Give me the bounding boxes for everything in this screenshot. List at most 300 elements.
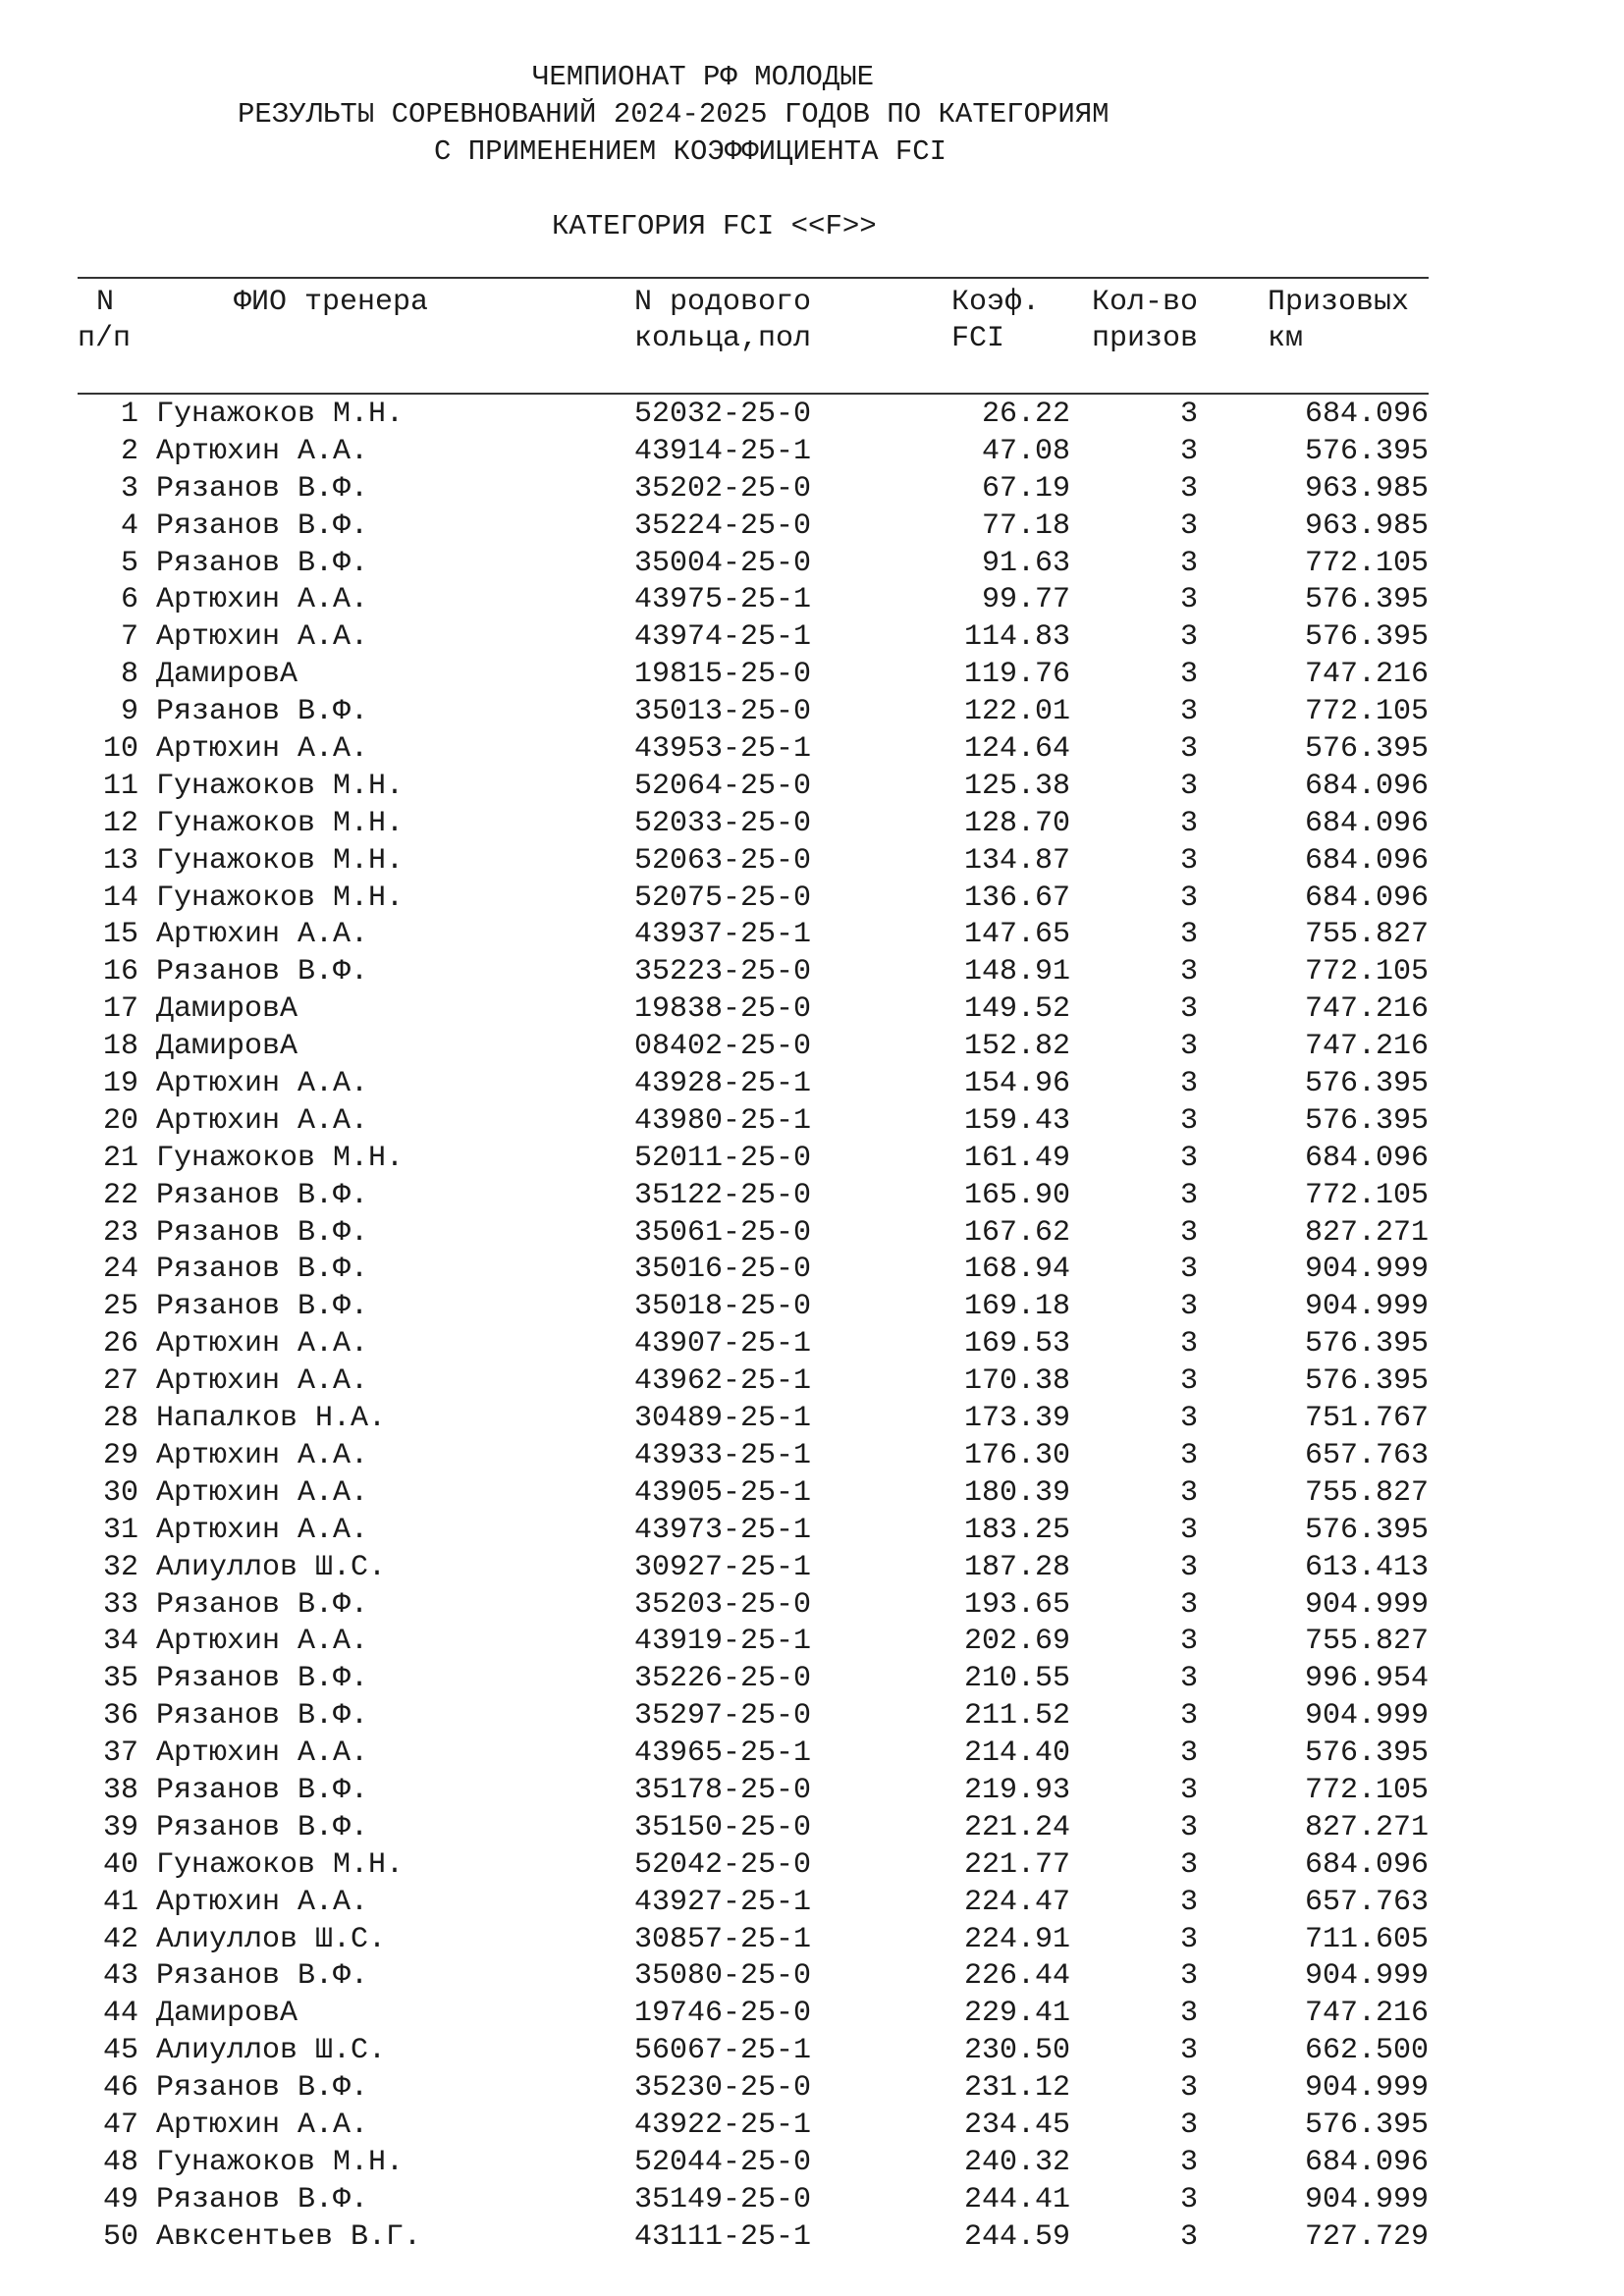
ring-number: 35061-25-0 <box>634 1215 812 1250</box>
fci-coefficient: 230.50 <box>963 2034 1070 2068</box>
fci-coefficient: 26.22 <box>981 398 1070 431</box>
ring-number: 30857-25-1 <box>634 1922 812 1956</box>
ring-number: 43922-25-1 <box>634 2108 812 2142</box>
prize-count: 3 <box>1179 1030 1198 1064</box>
fci-coefficient: 161.49 <box>963 1141 1070 1175</box>
trainer-name: Артюхин А.А. <box>156 1103 369 1138</box>
trainer-name: Гунажоков М.Н. <box>156 881 405 915</box>
table-row <box>0 1326 1624 1363</box>
prize-km: 684.096 <box>1304 1847 1429 1882</box>
table-row <box>0 1178 1624 1215</box>
table-row <box>0 1885 1624 1922</box>
ring-number: 35018-25-0 <box>634 1290 812 1324</box>
ring-number: 35226-25-0 <box>634 1662 812 1696</box>
table-row <box>0 1141 1624 1178</box>
table-row <box>0 582 1624 619</box>
table-top-rule <box>78 277 1429 279</box>
trainer-name: Рязанов В.Ф. <box>156 1662 369 1696</box>
prize-km: 747.216 <box>1304 992 1429 1027</box>
fci-coefficient: 152.82 <box>963 1030 1070 1064</box>
trainer-name: Рязанов В.Ф. <box>156 2182 369 2216</box>
trainer-name: Рязанов В.Ф. <box>156 546 369 580</box>
trainer-name: Рязанов В.Ф. <box>156 1290 369 1324</box>
prize-km: 963.985 <box>1304 508 1429 543</box>
row-number: 40 <box>102 1847 138 1882</box>
trainer-name: Рязанов В.Ф. <box>156 1699 369 1734</box>
prize-km: 904.999 <box>1304 1290 1429 1324</box>
row-number: 36 <box>102 1699 138 1734</box>
ring-number: 43933-25-1 <box>634 1438 812 1472</box>
row-number: 34 <box>102 1625 138 1659</box>
row-number: 20 <box>102 1103 138 1138</box>
prize-count: 3 <box>1179 1587 1198 1622</box>
table-row <box>0 1773 1624 1810</box>
trainer-name: ДамировА <box>156 1997 298 2031</box>
row-number: 14 <box>102 881 138 915</box>
table-row <box>0 546 1624 583</box>
table-row <box>0 397 1624 434</box>
ring-number: 52063-25-0 <box>634 843 812 878</box>
row-number: 39 <box>102 1810 138 1844</box>
fci-coefficient: 202.69 <box>963 1625 1070 1659</box>
trainer-name: Напалков Н.А. <box>156 1402 387 1436</box>
fci-coefficient: 234.45 <box>963 2108 1070 2142</box>
fci-coefficient: 124.64 <box>963 732 1070 767</box>
ring-number: 19815-25-0 <box>634 658 812 692</box>
prize-km: 772.105 <box>1304 695 1429 729</box>
row-number: 24 <box>102 1253 138 1287</box>
ring-number: 35122-25-0 <box>634 1178 812 1212</box>
prize-count: 3 <box>1179 1847 1198 1882</box>
row-number: 7 <box>120 620 138 655</box>
trainer-name: Рязанов В.Ф. <box>156 1587 369 1622</box>
table-row <box>0 1922 1624 1959</box>
ring-number: 43907-25-1 <box>634 1327 812 1362</box>
document-subtitle-coefficient: С ПРИМЕНЕНИЕМ КОЭФФИЦИЕНТА FCI <box>434 135 947 168</box>
prize-km: 576.395 <box>1304 1513 1429 1547</box>
table-row <box>0 1215 1624 1253</box>
prize-km: 772.105 <box>1304 1773 1429 1807</box>
prize-km: 747.216 <box>1304 1997 1429 2031</box>
table-row <box>0 881 1624 918</box>
column-header-ring-top: N родового <box>634 286 812 319</box>
row-number: 19 <box>102 1067 138 1101</box>
row-number: 17 <box>102 992 138 1027</box>
prize-count: 3 <box>1179 1997 1198 2031</box>
row-number: 49 <box>102 2182 138 2216</box>
ring-number: 19838-25-0 <box>634 992 812 1027</box>
trainer-name: Гунажоков М.Н. <box>156 806 405 840</box>
prize-km: 963.985 <box>1304 471 1429 506</box>
prize-km: 755.827 <box>1304 1475 1429 1510</box>
trainer-name: Гунажоков М.Н. <box>156 1141 405 1175</box>
prize-count: 3 <box>1179 1810 1198 1844</box>
ring-number: 43953-25-1 <box>634 732 812 767</box>
ring-number: 43974-25-1 <box>634 620 812 655</box>
prize-km: 711.605 <box>1304 1922 1429 1956</box>
trainer-name: Гунажоков М.Н. <box>156 769 405 803</box>
prize-count: 3 <box>1179 695 1198 729</box>
fci-coefficient: 122.01 <box>963 695 1070 729</box>
row-number: 42 <box>102 1922 138 1956</box>
fci-coefficient: 210.55 <box>963 1662 1070 1696</box>
row-number: 27 <box>102 1364 138 1399</box>
prize-count: 3 <box>1179 1959 1198 1994</box>
prize-km: 727.729 <box>1304 2219 1429 2254</box>
prize-count: 3 <box>1179 2034 1198 2068</box>
ring-number: 52032-25-0 <box>634 398 812 431</box>
fci-coefficient: 169.18 <box>963 1290 1070 1324</box>
prize-count: 3 <box>1179 806 1198 840</box>
prize-count: 3 <box>1179 583 1198 617</box>
column-header-number-bottom: п/п <box>78 322 132 355</box>
row-number: 25 <box>102 1290 138 1324</box>
fci-coefficient: 169.53 <box>963 1327 1070 1362</box>
prize-km: 684.096 <box>1304 806 1429 840</box>
column-header-count-top: Кол-во <box>1092 286 1199 319</box>
prize-count: 3 <box>1179 1141 1198 1175</box>
trainer-name: Рязанов В.Ф. <box>156 1810 369 1844</box>
prize-count: 3 <box>1179 769 1198 803</box>
prize-count: 3 <box>1179 1290 1198 1324</box>
ring-number: 30927-25-1 <box>634 1550 812 1584</box>
row-number: 41 <box>102 1885 138 1919</box>
trainer-name: Рязанов В.Ф. <box>156 1215 369 1250</box>
fci-coefficient: 147.65 <box>963 918 1070 952</box>
table-row <box>0 1847 1624 1885</box>
prize-km: 662.500 <box>1304 2034 1429 2068</box>
trainer-name: Артюхин А.А. <box>156 1475 369 1510</box>
trainer-name: Артюхин А.А. <box>156 1625 369 1659</box>
prize-km: 613.413 <box>1304 1550 1429 1584</box>
ring-number: 52075-25-0 <box>634 881 812 915</box>
fci-coefficient: 224.91 <box>963 1922 1070 1956</box>
ring-number: 19746-25-0 <box>634 1997 812 2031</box>
ring-number: 52033-25-0 <box>634 806 812 840</box>
prize-km: 904.999 <box>1304 1253 1429 1287</box>
trainer-name: Артюхин А.А. <box>156 1327 369 1362</box>
table-row <box>0 1289 1624 1326</box>
prize-count: 3 <box>1179 1364 1198 1399</box>
row-number: 1 <box>120 398 138 431</box>
fci-coefficient: 214.40 <box>963 1736 1070 1771</box>
prize-km: 904.999 <box>1304 1587 1429 1622</box>
fci-coefficient: 67.19 <box>981 471 1070 506</box>
table-row <box>0 2145 1624 2182</box>
fci-coefficient: 136.67 <box>963 881 1070 915</box>
prize-km: 576.395 <box>1304 1067 1429 1101</box>
prize-km: 772.105 <box>1304 546 1429 580</box>
fci-coefficient: 180.39 <box>963 1475 1070 1510</box>
prize-km: 772.105 <box>1304 955 1429 989</box>
trainer-name: Алиуллов Ш.С. <box>156 1550 387 1584</box>
ring-number: 43914-25-1 <box>634 434 812 468</box>
row-number: 32 <box>102 1550 138 1584</box>
prize-km: 996.954 <box>1304 1662 1429 1696</box>
table-row <box>0 1958 1624 1996</box>
ring-number: 52042-25-0 <box>634 1847 812 1882</box>
trainer-name: Рязанов В.Ф. <box>156 1178 369 1212</box>
prize-km: 684.096 <box>1304 398 1429 431</box>
prize-km: 657.763 <box>1304 1885 1429 1919</box>
table-row <box>0 1066 1624 1103</box>
fci-coefficient: 77.18 <box>981 508 1070 543</box>
trainer-name: Рязанов В.Ф. <box>156 2071 369 2106</box>
prize-count: 3 <box>1179 434 1198 468</box>
trainer-name: Рязанов В.Ф. <box>156 1253 369 1287</box>
trainer-name: Рязанов В.Ф. <box>156 955 369 989</box>
fci-coefficient: 47.08 <box>981 434 1070 468</box>
prize-km: 755.827 <box>1304 918 1429 952</box>
trainer-name: Гунажоков М.Н. <box>156 398 405 431</box>
prize-count: 3 <box>1179 658 1198 692</box>
fci-coefficient: 221.24 <box>963 1810 1070 1844</box>
prize-km: 576.395 <box>1304 1364 1429 1399</box>
fci-coefficient: 114.83 <box>963 620 1070 655</box>
table-row <box>0 2070 1624 2108</box>
column-header-count-bottom: призов <box>1092 322 1199 355</box>
table-row <box>0 508 1624 546</box>
row-number: 33 <box>102 1587 138 1622</box>
ring-number: 43962-25-1 <box>634 1364 812 1399</box>
fci-coefficient: 134.87 <box>963 843 1070 878</box>
fci-coefficient: 244.59 <box>963 2219 1070 2254</box>
ring-number: 35230-25-0 <box>634 2071 812 2106</box>
prize-count: 3 <box>1179 732 1198 767</box>
ring-number: 35223-25-0 <box>634 955 812 989</box>
row-number: 16 <box>102 955 138 989</box>
ring-number: 35178-25-0 <box>634 1773 812 1807</box>
ring-number: 35297-25-0 <box>634 1699 812 1734</box>
prize-km: 657.763 <box>1304 1438 1429 1472</box>
row-number: 8 <box>120 658 138 692</box>
ring-number: 43928-25-1 <box>634 1067 812 1101</box>
fci-coefficient: 119.76 <box>963 658 1070 692</box>
trainer-name: Алиуллов Ш.С. <box>156 2034 387 2068</box>
row-number: 5 <box>120 546 138 580</box>
prize-count: 3 <box>1179 881 1198 915</box>
ring-number: 43937-25-1 <box>634 918 812 952</box>
row-number: 10 <box>102 732 138 767</box>
table-row <box>0 769 1624 806</box>
prize-count: 3 <box>1179 2182 1198 2216</box>
trainer-name: Авксентьев В.Г. <box>156 2219 422 2254</box>
prize-km: 747.216 <box>1304 658 1429 692</box>
fci-coefficient: 170.38 <box>963 1364 1070 1399</box>
prize-count: 3 <box>1179 1550 1198 1584</box>
fci-coefficient: 128.70 <box>963 806 1070 840</box>
prize-km: 684.096 <box>1304 769 1429 803</box>
trainer-name: Артюхин А.А. <box>156 1067 369 1101</box>
trainer-name: Гунажоков М.Н. <box>156 843 405 878</box>
trainer-name: Артюхин А.А. <box>156 732 369 767</box>
fci-coefficient: 176.30 <box>963 1438 1070 1472</box>
trainer-name: Артюхин А.А. <box>156 1513 369 1547</box>
prize-count: 3 <box>1179 843 1198 878</box>
trainer-name: Рязанов В.Ф. <box>156 1959 369 1994</box>
ring-number: 35150-25-0 <box>634 1810 812 1844</box>
prize-count: 3 <box>1179 1253 1198 1287</box>
prize-km: 904.999 <box>1304 1959 1429 1994</box>
prize-count: 3 <box>1179 1327 1198 1362</box>
prize-count: 3 <box>1179 1625 1198 1659</box>
prize-km: 904.999 <box>1304 2182 1429 2216</box>
trainer-name: Рязанов В.Ф. <box>156 471 369 506</box>
fci-coefficient: 244.41 <box>963 2182 1070 2216</box>
ring-number: 35080-25-0 <box>634 1959 812 1994</box>
trainer-name: ДамировА <box>156 658 298 692</box>
row-number: 4 <box>120 508 138 543</box>
column-header-number-top: N <box>96 286 115 319</box>
trainer-name: Гунажоков М.Н. <box>156 2145 405 2179</box>
category-heading: КАТЕГОРИЯ FCI <<F>> <box>552 210 877 242</box>
prize-count: 3 <box>1179 1103 1198 1138</box>
fci-coefficient: 91.63 <box>981 546 1070 580</box>
ring-number: 43919-25-1 <box>634 1625 812 1659</box>
row-number: 37 <box>102 1736 138 1771</box>
row-number: 50 <box>102 2219 138 2254</box>
trainer-name: Рязанов В.Ф. <box>156 1773 369 1807</box>
row-number: 45 <box>102 2034 138 2068</box>
table-row <box>0 1735 1624 1773</box>
table-row <box>0 1438 1624 1475</box>
prize-km: 904.999 <box>1304 1699 1429 1734</box>
ring-number: 43975-25-1 <box>634 583 812 617</box>
prize-count: 3 <box>1179 1885 1198 1919</box>
prize-count: 3 <box>1179 471 1198 506</box>
fci-coefficient: 229.41 <box>963 1997 1070 2031</box>
table-header-rule <box>78 393 1429 395</box>
table-row <box>0 1401 1624 1438</box>
row-number: 35 <box>102 1662 138 1696</box>
ring-number: 52064-25-0 <box>634 769 812 803</box>
column-header-trainer: ФИО тренера <box>234 286 429 319</box>
fci-coefficient: 167.62 <box>963 1215 1070 1250</box>
prize-count: 3 <box>1179 2071 1198 2106</box>
fci-coefficient: 219.93 <box>963 1773 1070 1807</box>
table-row <box>0 1810 1624 1847</box>
column-header-km-bottom: км <box>1268 322 1304 355</box>
prize-count: 3 <box>1179 955 1198 989</box>
ring-number: 35149-25-0 <box>634 2182 812 2216</box>
row-number: 28 <box>102 1402 138 1436</box>
trainer-name: Артюхин А.А. <box>156 1438 369 1472</box>
table-row <box>0 917 1624 954</box>
prize-km: 684.096 <box>1304 843 1429 878</box>
prize-km: 772.105 <box>1304 1178 1429 1212</box>
prize-count: 3 <box>1179 2108 1198 2142</box>
ring-number: 43905-25-1 <box>634 1475 812 1510</box>
trainer-name: Артюхин А.А. <box>156 918 369 952</box>
ring-number: 43111-25-1 <box>634 2219 812 2254</box>
table-row <box>0 1029 1624 1066</box>
table-row <box>0 1550 1624 1587</box>
ring-number: 43927-25-1 <box>634 1885 812 1919</box>
prize-km: 576.395 <box>1304 620 1429 655</box>
ring-number: 35224-25-0 <box>634 508 812 543</box>
table-row <box>0 434 1624 471</box>
trainer-name: Рязанов В.Ф. <box>156 695 369 729</box>
table-row <box>0 954 1624 991</box>
row-number: 11 <box>102 769 138 803</box>
prize-count: 3 <box>1179 1699 1198 1734</box>
fci-coefficient: 159.43 <box>963 1103 1070 1138</box>
table-row <box>0 657 1624 694</box>
row-number: 13 <box>102 843 138 878</box>
table-row <box>0 1103 1624 1141</box>
row-number: 9 <box>120 695 138 729</box>
row-number: 12 <box>102 806 138 840</box>
row-number: 26 <box>102 1327 138 1362</box>
prize-km: 684.096 <box>1304 2145 1429 2179</box>
table-row <box>0 619 1624 657</box>
prize-km: 576.395 <box>1304 1327 1429 1362</box>
row-number: 38 <box>102 1773 138 1807</box>
prize-count: 3 <box>1179 1067 1198 1101</box>
table-row <box>0 1698 1624 1735</box>
results-table-body <box>0 397 1624 2257</box>
fci-coefficient: 193.65 <box>963 1587 1070 1622</box>
prize-count: 3 <box>1179 1475 1198 1510</box>
row-number: 15 <box>102 918 138 952</box>
fci-coefficient: 149.52 <box>963 992 1070 1027</box>
table-row <box>0 1475 1624 1513</box>
trainer-name: Артюхин А.А. <box>156 434 369 468</box>
prize-count: 3 <box>1179 1402 1198 1436</box>
row-number: 2 <box>120 434 138 468</box>
ring-number: 43980-25-1 <box>634 1103 812 1138</box>
prize-km: 576.395 <box>1304 1103 1429 1138</box>
table-row <box>0 1587 1624 1625</box>
prize-count: 3 <box>1179 1773 1198 1807</box>
trainer-name: ДамировА <box>156 1030 298 1064</box>
fci-coefficient: 125.38 <box>963 769 1070 803</box>
ring-number: 35202-25-0 <box>634 471 812 506</box>
table-row <box>0 1661 1624 1698</box>
column-header-ring-bottom: кольца,пол <box>634 322 812 355</box>
ring-number: 43973-25-1 <box>634 1513 812 1547</box>
prize-count: 3 <box>1179 398 1198 431</box>
prize-km: 684.096 <box>1304 881 1429 915</box>
row-number: 30 <box>102 1475 138 1510</box>
row-number: 43 <box>102 1959 138 1994</box>
table-row <box>0 2108 1624 2145</box>
prize-count: 3 <box>1179 1178 1198 1212</box>
fci-coefficient: 231.12 <box>963 2071 1070 2106</box>
table-row <box>0 2219 1624 2257</box>
row-number: 21 <box>102 1141 138 1175</box>
ring-number: 52011-25-0 <box>634 1141 812 1175</box>
prize-km: 576.395 <box>1304 2108 1429 2142</box>
fci-coefficient: 148.91 <box>963 955 1070 989</box>
row-number: 29 <box>102 1438 138 1472</box>
trainer-name: Артюхин А.А. <box>156 1364 369 1399</box>
row-number: 46 <box>102 2071 138 2106</box>
fci-coefficient: 99.77 <box>981 583 1070 617</box>
prize-count: 3 <box>1179 1662 1198 1696</box>
prize-count: 3 <box>1179 1513 1198 1547</box>
prize-km: 576.395 <box>1304 434 1429 468</box>
row-number: 23 <box>102 1215 138 1250</box>
prize-count: 3 <box>1179 2145 1198 2179</box>
prize-km: 751.767 <box>1304 1402 1429 1436</box>
row-number: 44 <box>102 1997 138 2031</box>
prize-count: 3 <box>1179 1922 1198 1956</box>
trainer-name: Артюхин А.А. <box>156 1885 369 1919</box>
trainer-name: Артюхин А.А. <box>156 1736 369 1771</box>
table-row <box>0 694 1624 731</box>
prize-km: 904.999 <box>1304 2071 1429 2106</box>
